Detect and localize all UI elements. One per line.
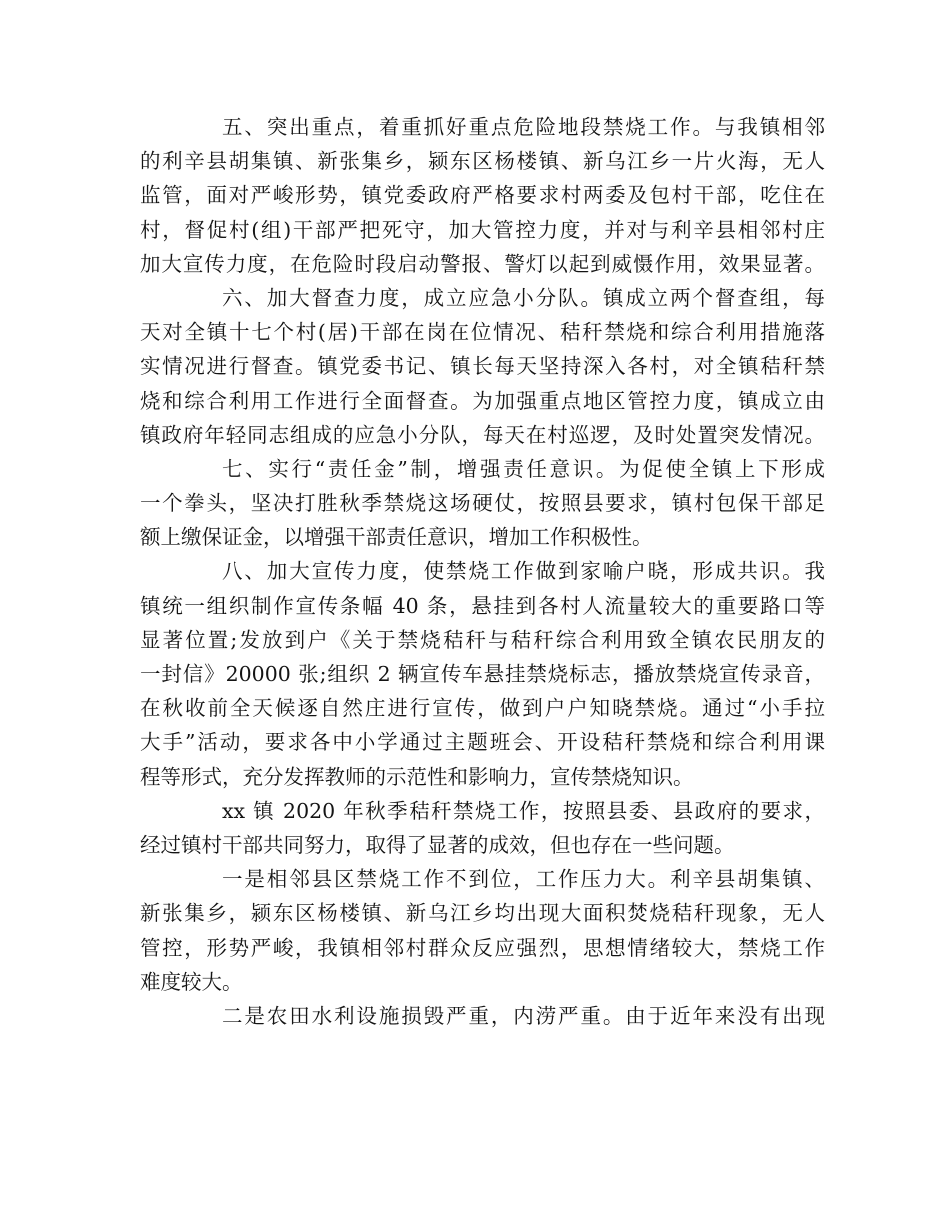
paragraph-line: 天对全镇十七个村(居)干部在岗在位情况、秸秆禁烧和综合利用措施落: [140, 320, 825, 345]
paragraph-line: 的利辛县胡集镇、新张集乡，颍东区杨楼镇、新乌江乡一片火海，无人: [140, 149, 825, 174]
paragraph-line: 镇政府年轻同志组成的应急小分队，每天在村巡逻，及时处置突发情况。: [140, 422, 825, 447]
paragraph-first-line: 六、加大督查力度，成立应急小分队。镇成立两个督查组，每: [222, 285, 825, 310]
paragraph-line: 新张集乡，颍东区杨楼镇、新乌江乡均出现大面积焚烧秸秆现象，无人: [140, 901, 825, 926]
paragraph-line: 一封信》20000 张;组织 2 辆宣传车悬挂禁烧标志，播放禁烧宣传录音，: [140, 662, 825, 686]
paragraph-line: 实情况进行督查。镇党委书记、镇长每天坚持深入各村，对全镇秸秆禁: [140, 354, 825, 379]
paragraph-line: 监管，面对严峻形势，镇党委政府严格要求村两委及包村干部，吃住在: [140, 183, 825, 208]
paragraph-line: 管控，形势严峻，我镇相邻村群众反应强烈，思想情绪较大，禁烧工作: [140, 935, 825, 960]
paragraph-line: 经过镇村干部共同努力，取得了显著的成效，但也存在一些问题。: [140, 832, 735, 857]
paragraph-line: 村，督促村(组)干部严把死守，加大管控力度，并对与利辛县相邻村庄: [140, 217, 825, 242]
paragraph-line: 显著位置;发放到户《关于禁烧秸秆与秸秆综合利用致全镇农民朋友的: [140, 627, 825, 652]
paragraph-first-line: 七、实行“责任金”制，增强责任意识。为促使全镇上下形成: [222, 456, 825, 481]
paragraph-line: 镇统一组织制作宣传条幅 40 条，悬挂到各村人流量较大的重要路口等: [140, 593, 825, 618]
paragraph-first-line: 五、突出重点，着重抓好重点危险地段禁烧工作。与我镇相邻: [222, 115, 825, 139]
paragraph-first-line: 八、加大宣传力度，使禁烧工作做到家喻户晓，形成共识。我: [222, 559, 825, 584]
paragraph-line: 大手”活动，要求各中小学通过主题班会、开设秸秆禁烧和综合利用课: [140, 730, 825, 755]
paragraph-line: 加大宣传力度，在危险时段启动警报、警灯以起到威慑作用，效果显著。: [140, 251, 825, 276]
document-body: [140, 110, 825, 1033]
paragraph-line: 在秋收前全天候逐自然庄进行宣传，做到户户知晓禁烧。通过“小手拉: [140, 696, 825, 721]
paragraph-line: 一个拳头，坚决打胜秋季禁烧这场硬仗，按照县要求，镇村包保干部足: [140, 491, 825, 516]
paragraph-line: 额上缴保证金，以增强干部责任意识，增加工作积极性。: [140, 525, 653, 550]
paragraph-line: 程等形式，充分发挥教师的示范性和影响力，宣传禁烧知识。: [140, 764, 694, 789]
paragraph-first-line: xx 镇 2020 年秋季秸秆禁烧工作，按照县委、县政府的要求，: [222, 798, 825, 823]
paragraph-line: 烧和综合利用工作进行全面督查。为加强重点地区管控力度，镇成立由: [140, 388, 825, 413]
paragraph-line: 难度较大。: [140, 969, 243, 994]
paragraph-first-line: 一是相邻县区禁烧工作不到位，工作压力大。利辛县胡集镇、: [222, 867, 825, 892]
paragraph-first-line: 二是农田水利设施损毁严重，内涝严重。由于近年来没有出现: [222, 1003, 825, 1028]
